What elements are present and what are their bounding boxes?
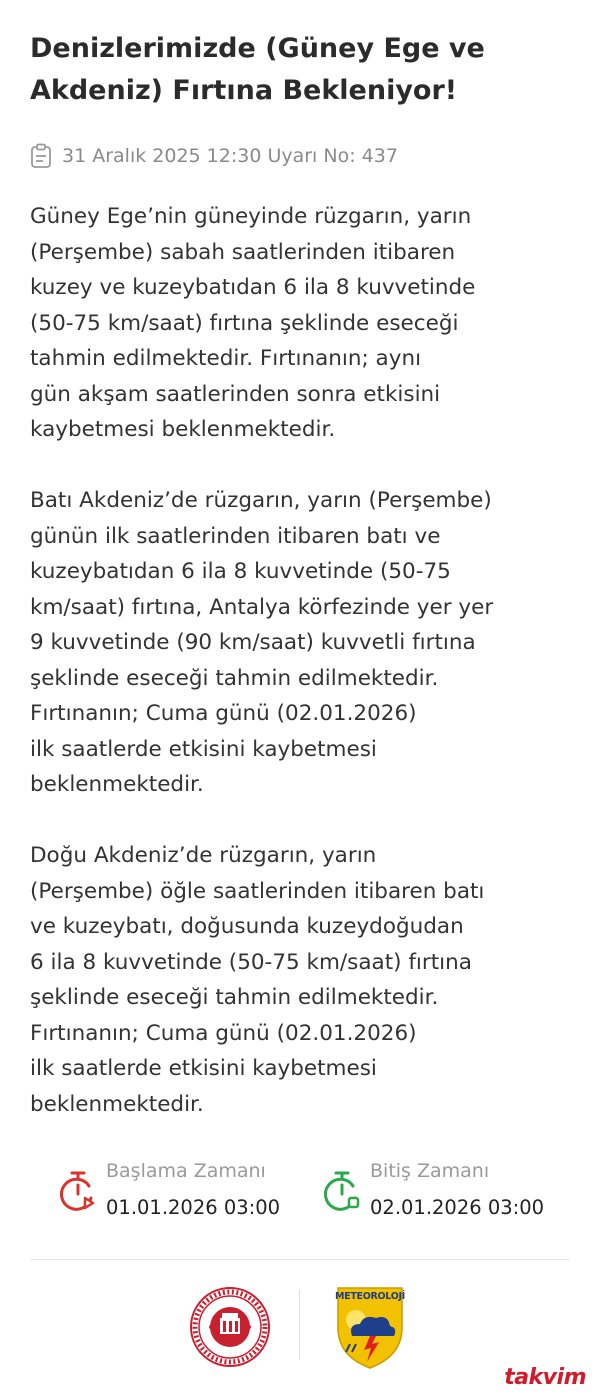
paragraph-line: Güney Ege’nin güneyinde rüzgarın, yarın [30,204,472,229]
page-title-line: Akdeniz) Fırtına Bekleniyor! [30,75,458,106]
paragraph-line: Fırtınanın; Cuma günü (02.01.2026) [30,701,417,726]
start-time-label: Başlama Zamanı [106,1160,266,1182]
warning-meta-text: 31 Aralık 2025 12:30 Uyarı No: 437 [62,145,398,167]
ministry-seal-icon [189,1286,271,1372]
start-time-value: 01.01.2026 03:00 [106,1196,281,1219]
warning-times [30,1158,570,1228]
paragraph-line: km/saat) fırtına, Antalya körfezinde yer yer [30,594,494,620]
page-title [30,28,570,112]
stopwatch-end-icon [322,1170,362,1216]
watermark-text: takvim [504,1365,586,1390]
paragraph-line: gün akşam saatlerinden sonra etkisini [30,381,441,407]
paragraph-line: (Perşembe) öğle saatlerinden itibaren batı [30,878,485,904]
warning-meta [30,143,398,169]
paragraph-line: (Perşembe) sabah saatlerinden itibaren [30,239,456,265]
paragraph-line: beklenmektedir. [30,1091,204,1117]
paragraph-line: beklenmektedir. [30,772,204,797]
end-time-value: 02.01.2026 03:00 [370,1196,545,1219]
paragraph-line: 6 ila 8 kuvvetinde (50-75 km/saat) fırtına [30,949,472,975]
paragraph-line: şeklinde eseceği tahmin edilmektedir. [30,985,439,1010]
stopwatch-start-icon [58,1170,98,1216]
page-title-line: Denizlerimizde (Güney Ege ve [30,33,485,64]
paragraph-line: 9 kuvvetinde (90 km/saat) kuvvetli fırtına [30,630,476,655]
end-time-label: Bitiş Zamanı [370,1160,490,1182]
paragraph-line: ilk saatlerde etkisini kaybetmesi [30,1056,377,1081]
watermark [504,1365,586,1390]
paragraph-line: ilk saatlerde etkisini kaybetmesi [30,736,377,762]
paragraph-line: (50-75 km/saat) fırtına şeklinde eseceği [30,310,459,336]
paragraph-line: Batı Akdeniz’de rüzgarın, yarın (Perşembe) [30,488,492,513]
clipboard-icon [30,143,52,169]
warning-paragraph-1 [30,199,570,448]
paragraph-line: tahmin edilmektedir. Fırtınanın; aynı [30,346,422,371]
paragraph-line: ve kuzeybatı, doğusunda kuzeydoğudan [30,914,464,939]
paragraph-line: Fırtınanın; Cuma günü (02.01.2026) [30,1020,417,1046]
paragraph-line: kaybetmesi beklenmektedir. [30,417,336,442]
paragraph-line: şeklinde eseceği tahmin edilmektedir. [30,665,439,691]
meteoroloji-logo-text: METEOROLOJİ [335,1291,405,1302]
paragraph-line: Doğu Akdeniz’de rüzgarın, yarın [30,843,377,868]
warning-paragraph-3 [30,838,570,1122]
paragraph-line: kuzeybatıdan 6 ila 8 kuvvetinde (50-75 [30,559,451,584]
divider [30,1259,570,1260]
warning-paragraph-2 [30,483,570,803]
paragraph-line: günün ilk saatlerinden itibaren batı ve [30,523,441,549]
logo-separator [299,1290,300,1360]
paragraph-line: kuzey ve kuzeybatıdan 6 ila 8 kuvvetinde [30,275,476,300]
